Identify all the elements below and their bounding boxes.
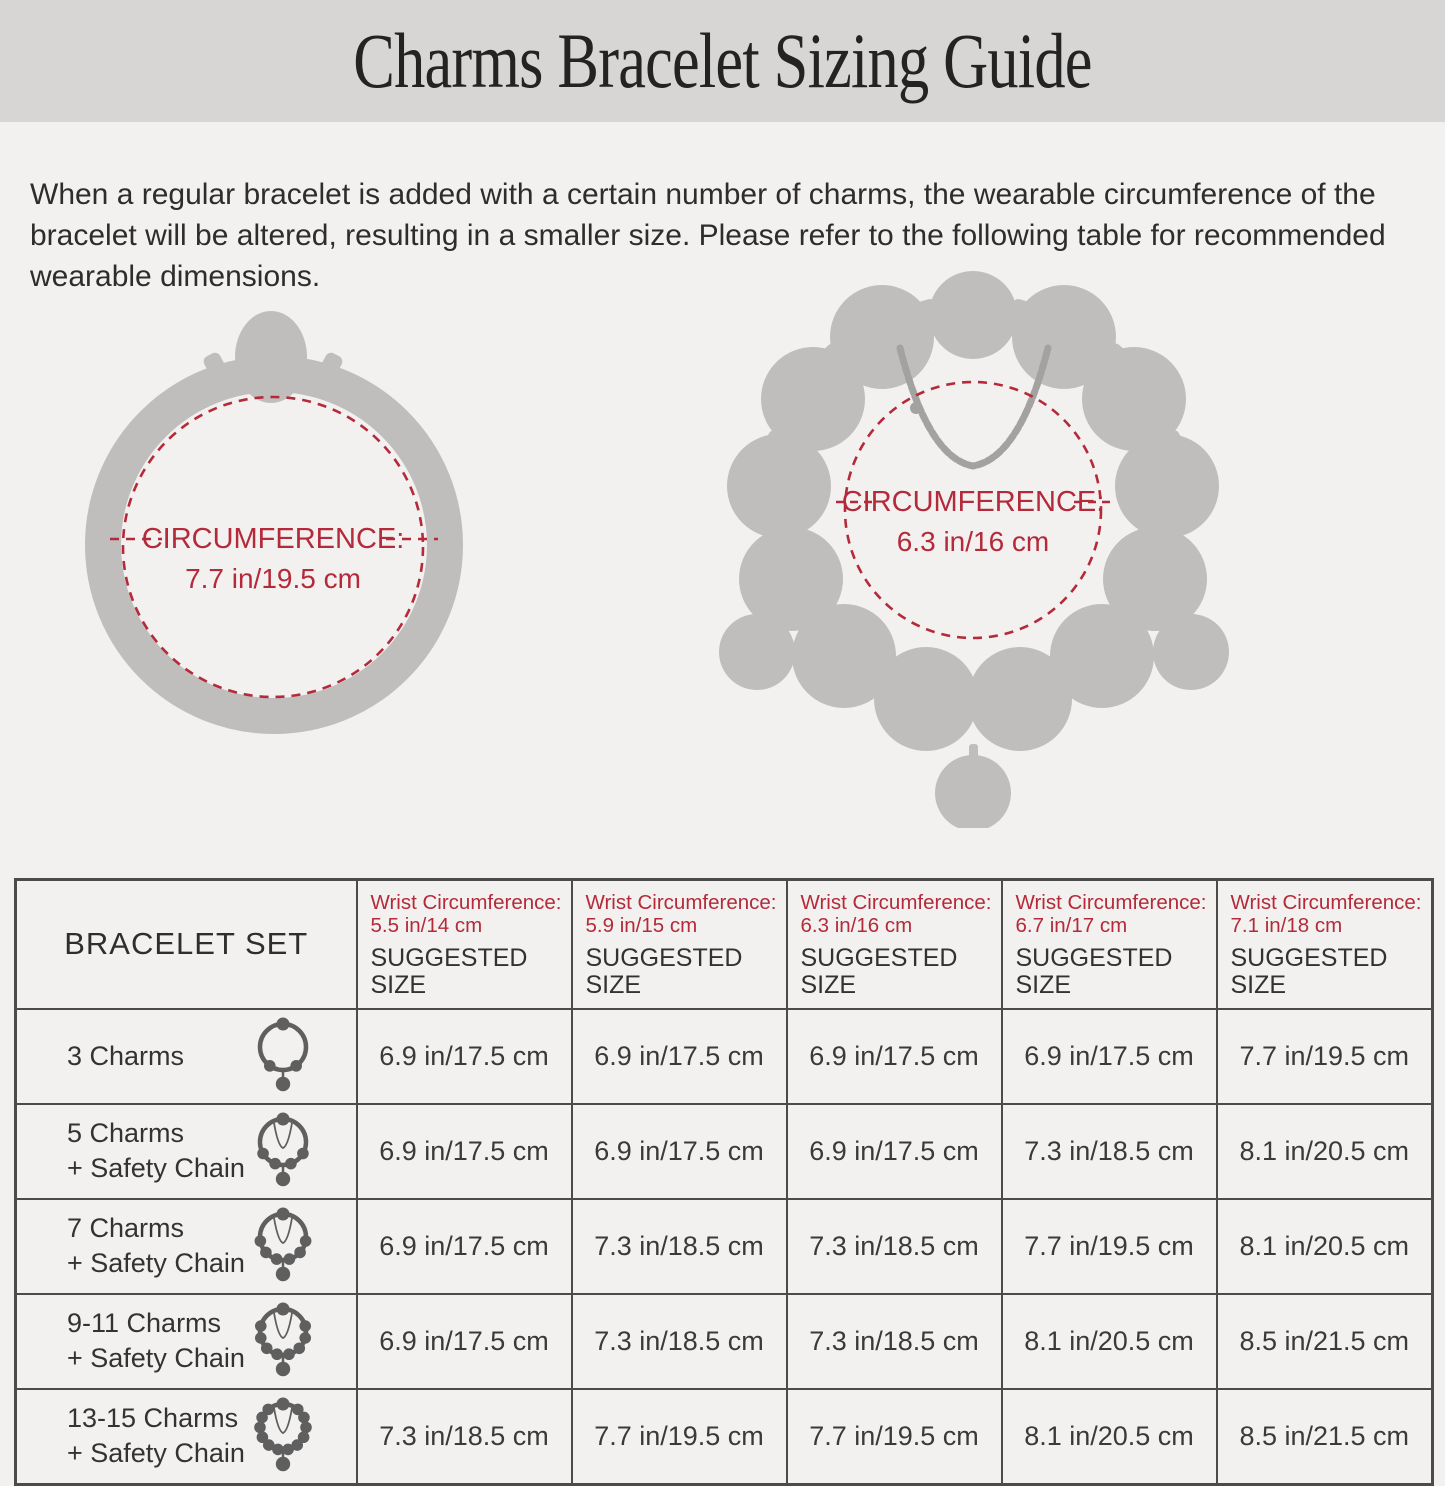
row-sublabel: + Safety Chain <box>67 1153 245 1184</box>
row-label-cell <box>16 1104 357 1199</box>
wrist-size: 7.1 in/18 cm <box>1230 914 1343 938</box>
size-value-cell: 8.5 in/21.5 cm <box>1217 1294 1433 1389</box>
size-value-cell: 6.9 in/17.5 cm <box>357 1199 572 1294</box>
size-value-cell: 7.3 in/18.5 cm <box>1002 1104 1217 1199</box>
plain-bracelet-icon <box>103 311 445 716</box>
col-header-wrist-14cm <box>357 880 572 1009</box>
size-value-cell: 8.1 in/20.5 cm <box>1002 1389 1217 1485</box>
bracelet-3-charms-icon <box>252 1013 314 1099</box>
table-header-row <box>16 880 1433 1009</box>
circumference-value: 7.7 in/19.5 cm <box>185 563 361 594</box>
row-label: 3 Charms <box>67 1040 185 1071</box>
size-value-cell: 8.5 in/21.5 cm <box>1217 1389 1433 1485</box>
col-header-bracelet-set: BRACELET SET <box>16 880 357 1009</box>
size-value-cell: 6.9 in/17.5 cm <box>572 1104 787 1199</box>
wrist-size: 5.9 in/15 cm <box>585 914 698 938</box>
size-value-cell: 6.9 in/17.5 cm <box>572 1009 787 1104</box>
title-band <box>0 0 1445 122</box>
wrist-circumference-label: Wrist Circumference: <box>1230 891 1422 914</box>
size-value-cell: 7.3 in/18.5 cm <box>572 1294 787 1389</box>
size-value-cell: 6.9 in/17.5 cm <box>357 1009 572 1104</box>
col-header-wrist-15cm <box>572 880 787 1009</box>
table-row <box>16 1294 1433 1389</box>
size-value-cell: 7.7 in/19.5 cm <box>1002 1199 1217 1294</box>
size-value-cell: 6.9 in/17.5 cm <box>1002 1009 1217 1104</box>
col-header-wrist-18cm <box>1217 880 1433 1009</box>
row-sublabel: + Safety Chain <box>67 1248 245 1279</box>
sizing-table <box>14 878 1434 1486</box>
wrist-circumference-label: Wrist Circumference: <box>1015 891 1207 914</box>
wrist-size: 5.5 in/14 cm <box>370 914 483 938</box>
row-label: 7 Charms <box>67 1213 185 1244</box>
table-row <box>16 1009 1433 1104</box>
circumference-annotation <box>836 382 1110 638</box>
table-row <box>16 1389 1433 1485</box>
size-value-cell: 7.3 in/18.5 cm <box>357 1389 572 1485</box>
circumference-value: 6.3 in/16 cm <box>896 526 1050 557</box>
size-value-cell: 7.3 in/18.5 cm <box>572 1199 787 1294</box>
size-value-cell: 6.9 in/17.5 cm <box>357 1294 572 1389</box>
bracelet-7-charms-icon <box>252 1203 314 1289</box>
row-label-cell <box>16 1199 357 1294</box>
page-title: Charms Bracelet Sizing Guide <box>353 17 1092 104</box>
size-value-cell: 7.7 in/19.5 cm <box>572 1389 787 1485</box>
row-sublabel: + Safety Chain <box>67 1438 245 1469</box>
suggested-size-label: SUGGESTED SIZE <box>585 943 743 1000</box>
circumference-label: CIRCUMFERENCE: <box>141 523 405 555</box>
table-row <box>16 1199 1433 1294</box>
col-header-wrist-17cm <box>1002 880 1217 1009</box>
size-value-cell: 6.9 in/17.5 cm <box>357 1104 572 1199</box>
suggested-size-label: SUGGESTED SIZE <box>1015 943 1173 1000</box>
size-value-cell: 7.3 in/18.5 cm <box>787 1199 1002 1294</box>
row-label-cell <box>16 1294 357 1389</box>
bracelet-13-15-charms-icon <box>252 1393 314 1479</box>
wrist-circumference-label: Wrist Circumference: <box>370 891 562 914</box>
row-label: 9-11 Charms <box>67 1308 222 1339</box>
circumference-label: CIRCUMFERENCE: <box>841 486 1105 518</box>
wrist-circumference-label: Wrist Circumference: <box>585 891 777 914</box>
intro-text: When a regular bracelet is added with a certain number of charms, the wearable circumference of the bracelet will be altered, resulting in a smaller size. Please refer to the following table for recommended wearable dimensions. <box>30 178 1386 294</box>
row-label: 13-15 Charms <box>67 1403 239 1434</box>
size-value-cell: 6.9 in/17.5 cm <box>787 1104 1002 1199</box>
wrist-circumference-label: Wrist Circumference: <box>800 891 992 914</box>
row-label-cell <box>16 1389 357 1485</box>
suggested-size-label: SUGGESTED SIZE <box>800 943 958 1000</box>
size-value-cell: 7.7 in/19.5 cm <box>787 1389 1002 1485</box>
size-value-cell: 8.1 in/20.5 cm <box>1217 1104 1433 1199</box>
row-label: 5 Charms <box>67 1118 185 1149</box>
col-header-wrist-16cm <box>787 880 1002 1009</box>
plain-bracelet-figure <box>70 295 500 775</box>
size-value-cell: 7.3 in/18.5 cm <box>787 1294 1002 1389</box>
suggested-size-label: SUGGESTED SIZE <box>370 943 528 1000</box>
wrist-size: 6.7 in/17 cm <box>1015 914 1128 938</box>
bracelet-5-charms-icon <box>252 1108 314 1194</box>
wrist-size: 6.3 in/16 cm <box>800 914 913 938</box>
row-sublabel: + Safety Chain <box>67 1343 245 1374</box>
size-value-cell: 7.7 in/19.5 cm <box>1217 1009 1433 1104</box>
suggested-size-label: SUGGESTED SIZE <box>1230 943 1388 1000</box>
charm-bracelet-figure <box>700 248 1280 828</box>
table-row <box>16 1104 1433 1199</box>
size-value-cell: 8.1 in/20.5 cm <box>1002 1294 1217 1389</box>
bracelet-9-11-charms-icon <box>252 1298 314 1384</box>
size-value-cell: 6.9 in/17.5 cm <box>787 1009 1002 1104</box>
row-label-cell <box>16 1009 357 1104</box>
size-value-cell: 8.1 in/20.5 cm <box>1217 1199 1433 1294</box>
